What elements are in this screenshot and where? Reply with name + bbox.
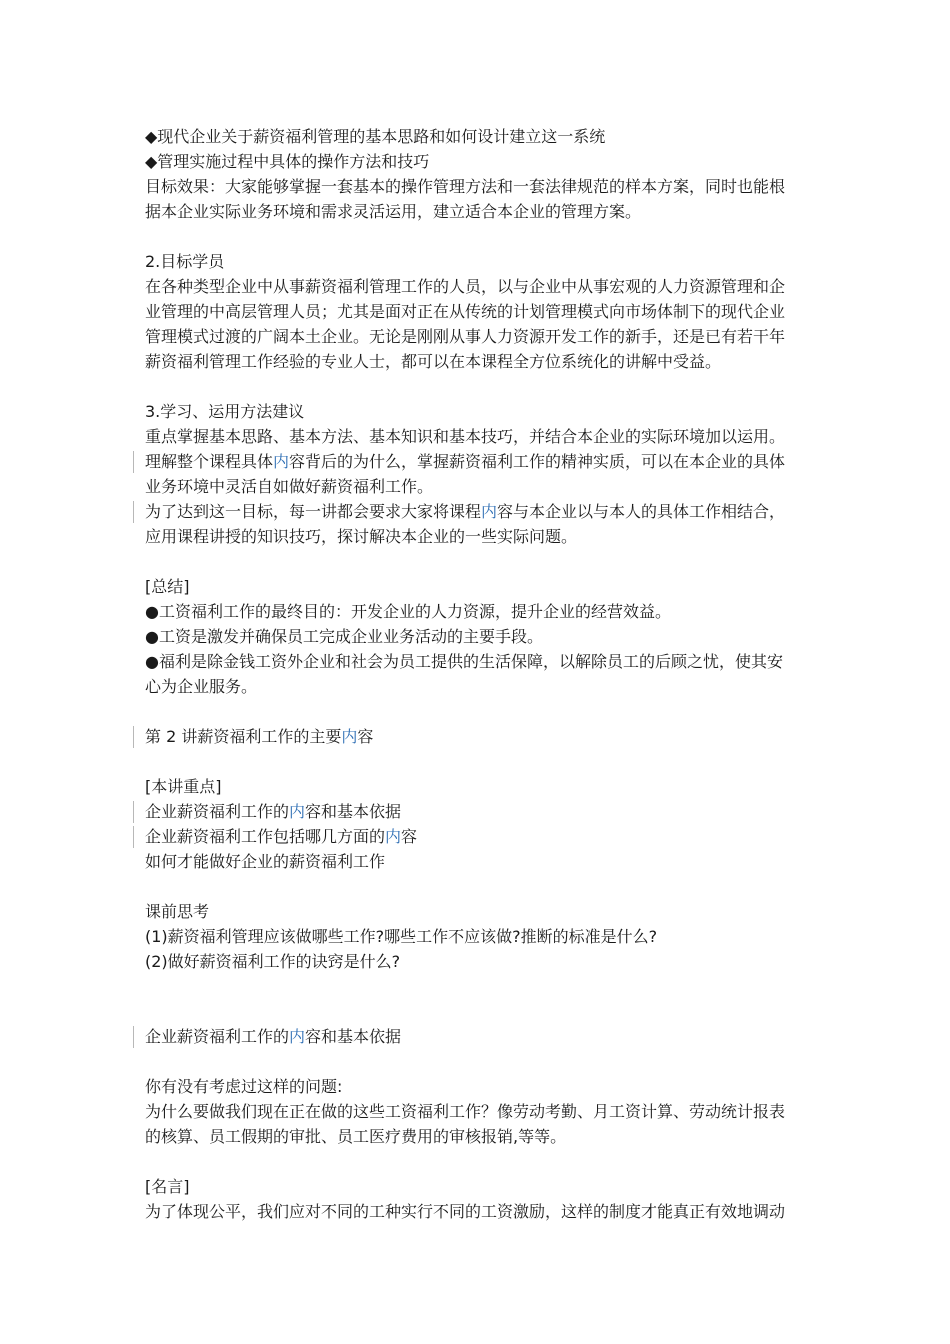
margin-bar	[133, 1026, 134, 1048]
paragraph-line	[145, 449, 835, 474]
text-span: 容与本企业以与本人的具体工作相结合，	[497, 502, 786, 521]
paragraph-line: 为了体现公平，我们应对不同的工种实行不同的工资激励，这样的制度才能真正有效地调动	[145, 1202, 786, 1221]
paragraph-line: 的核算、员工假期的审批、员工医疗费用的审核报销,等等。	[145, 1127, 567, 1146]
highlighted-text: 内	[289, 1027, 306, 1046]
bullet-item: ●工资是激发并确保员工完成企业业务活动的主要手段。	[145, 627, 543, 646]
paragraph-line: 你有没有考虑过这样的问题:	[145, 1077, 343, 1096]
paragraph-line	[145, 499, 835, 524]
question-item: (1)薪资福利管理应该做哪些工作?哪些工作不应该做?推断的标准是什么?	[145, 927, 658, 946]
section-heading: 3.学习、运用方法建议	[145, 402, 305, 421]
paragraph-line: 目标效果：大家能够掌握一套基本的操作管理方法和一套法律规范的样本方案，同时也能根	[145, 177, 786, 196]
bullet-item: ●福利是除金钱工资外企业和社会为员工提供的生活保障，以解除员工的后顾之忧，使其安	[145, 652, 783, 671]
list-item	[145, 824, 835, 849]
bullet-item: ◆现代企业关于薪资福利管理的基本思路和如何设计建立这一系统	[145, 127, 606, 146]
text-span: 容	[357, 727, 374, 746]
text-span: 第 2 讲薪资福利工作的主要	[145, 727, 342, 746]
paragraph-line: 应用课程讲授的知识技巧，探讨解决本企业的一些实际问题。	[145, 527, 578, 546]
text-span: 企业薪资福利工作包括哪几方面的	[145, 827, 386, 846]
paragraph-line: 据本企业实际业务环境和需求灵活运用，建立适合本企业的管理方案。	[145, 202, 642, 221]
highlighted-text: 内	[385, 827, 402, 846]
text-span: 企业薪资福利工作的	[145, 1027, 290, 1046]
text-span: 为了达到这一目标，每一讲都会要求大家将课程	[145, 502, 482, 521]
paragraph-line: 在各种类型企业中从事薪资福利管理工作的人员，以与企业中从事宏观的人力资源管理和企	[145, 277, 786, 296]
section-heading: 2.目标学员	[145, 252, 225, 271]
list-item: 如何才能做好企业的薪资福利工作	[145, 852, 386, 871]
text-span: 理解整个课程具体	[145, 452, 274, 471]
question-item: (2)做好薪资福利工作的诀窍是什么?	[145, 952, 401, 971]
margin-bar	[133, 801, 134, 823]
lecture-heading	[145, 724, 835, 749]
margin-bar	[133, 726, 134, 748]
blank-line	[145, 224, 835, 249]
subsection-heading	[145, 1024, 835, 1049]
paragraph-line: 业务环境中灵活自如做好薪资福利工作。	[145, 477, 434, 496]
blank-line	[145, 749, 835, 774]
paragraph-line: 为什么要做我们现在正在做的这些工资福利工作？像劳动考勤、月工资计算、劳动统计报表	[145, 1102, 786, 1121]
paragraph-line: 薪资福利管理工作经验的专业人士，都可以在本课程全方位系统化的讲解中受益。	[145, 352, 722, 371]
blank-line	[145, 1149, 835, 1174]
bullet-item: ◆管理实施过程中具体的操作方法和技巧	[145, 152, 430, 171]
highlighted-text: 内	[341, 727, 358, 746]
text-span: 企业薪资福利工作的	[145, 802, 290, 821]
section-label: 课前思考	[145, 902, 210, 921]
blank-line	[145, 1049, 835, 1074]
paragraph-line: 业管理的中高层管理人员；尤其是面对正在从传统的计划管理模式向市场体制下的现代企业	[145, 302, 786, 321]
margin-bar	[133, 826, 134, 848]
blank-line	[145, 549, 835, 574]
blank-line	[145, 699, 835, 724]
section-label: [名言]	[145, 1177, 190, 1196]
list-item	[145, 799, 835, 824]
blank-line	[145, 874, 835, 899]
text-span: 容和基本依据	[305, 802, 402, 821]
highlighted-text: 内	[273, 452, 290, 471]
highlighted-text: 内	[289, 802, 306, 821]
paragraph-line: 管理模式过渡的广阔本土企业。无论是刚刚从事人力资源开发工作的新手，还是已有若干年	[145, 327, 786, 346]
blank-line	[145, 374, 835, 399]
bullet-item: ●工资福利工作的最终目的：开发企业的人力资源，提升企业的经营效益。	[145, 602, 671, 621]
margin-bar	[133, 501, 134, 523]
margin-bar	[133, 451, 134, 473]
blank-line	[145, 974, 835, 1024]
text-span: 容	[401, 827, 418, 846]
paragraph-line: 心为企业服务。	[145, 677, 258, 696]
text-span: 容背后的为什么，掌握薪资福利工作的精神实质，可以在本企业的具体	[289, 452, 786, 471]
highlighted-text: 内	[481, 502, 498, 521]
document-body	[145, 124, 835, 1224]
section-label: [总结]	[145, 577, 190, 596]
paragraph-line: 重点掌握基本思路、基本方法、基本知识和基本技巧，并结合本企业的实际环境加以运用。	[145, 427, 786, 446]
text-span: 容和基本依据	[305, 1027, 402, 1046]
section-label: [本讲重点]	[145, 777, 222, 796]
